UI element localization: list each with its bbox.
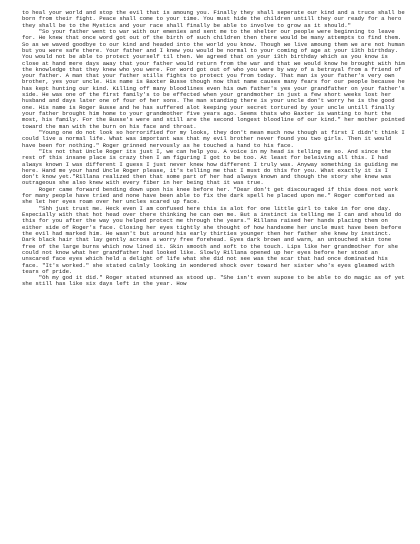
document-body [22,9,409,288]
paragraph: to heal your world and stop the evil that is amoung you. Finally they shall seperate our kind and a truce shall be born from their fight. Peace shall come to your time. You must hide the children untill they our ready for a hero they shall be to the Mystics and your race shall finally be able to involve to grow as it should." [22,9,409,29]
paragraph: "So your father went to war with our emenies and sent me to the shelter our people were beginning to leave for. He knew that once word got out of the birth of such children then there would be many attempts to find them. So as we waved goodbye to our kind and headed into the world you know. Though we live amoung them we are not human but you were safe there. Your father and I knew you would be normal to your coming of age at your 13th birthday. You would not be able to protect yourself til then. We agreed that on your 13th birthday which as you know is close at hand mere days away that your father would return from the war and that we would know he brought with him the knowledge that they knew who you were. For word got out of who you were by way of a betrayal from a friend of your father. A man that your father stills fights to protect you from today. That man is your father's very own brother, yes your uncle. His name is Baxter Busse though now that name causes many fears for our people because he has kept hunting our kind. Killing off many bloodlines even his own father's yes your grandfather on your father's side. He was one of the first family's to be effected when your grandmother in just a few short weeks lost her husband and days later one of four of her sons. The man standing there is your uncle don't worry he is the good one. His name is Roger Busse and he has suffered alot keeping your secret tortured by your uncle untill finally your father brought him home to your grandmother five years ago. Seems thats who Baxter is wanting to hurt the most, his family. For the Busse's were and still are the second longest bloodline of our kind." her mother pointed toward the man with the burn on his face and throat. [22,27,409,130]
paragraph: "Its not that Uncle Roger its just I, we can help you. A voice in my head is telling me so. And since the rest of this insane place is crazy then I am figuring I got to be too. At least for beleiving all this. I had always known I was different I guess I just never knew how different I truly was. Anyway something is guiding me here. Hand me your hand Uncle Roger please, it's telling me that I must do this for you. What exactly it is I don't know yet."Rillana realized then that some part of her had always known and though the story she knew was outrageous she also knew with every fiber in her being that it was true. [22,147,402,187]
paragraph: Roger came forward bending down upon his knee before her. "Dear don't get discouraged if this does not work for many people have tried and none have been able to fix the dark spell he placed upon me." Roger comforted as she let her eyes roam over her uncles scared up face. [22,185,402,206]
paragraph: "Oh my god it did." Roger stated stunned as stood up. "She isn't even supose to be able to do magic as of yet she still has like six days left in the year. How [22,274,409,288]
paragraph: "Shh just trust me. Heck even I am confused here this is alot for one little girl to take in for one day. Especially with that hot head over there thinking he can own me. But a instinct is telling me I can and should do this for you after the way you helped protect me through the years." Rillana raised her hands placing them on either side of Roger's face. Closing her eyes tightly she thought of how handsome her uncle must have been before the evil had marked him. He wasn't but around his early thirties younger then her father she knew by instinct. Dark black hair that lay gently across a worry free forehead. Eyes dark brown and warm, an untouched skin tone free of the large burns which now lined it. Skin smooth and soft to the touch. Lips like her grandmother for she could not know what her grandfather had looked like. Slowly Rillana opened up her eyes before her stood an unscared face eyes which held a delight of life what she did not see was the scar that had once dominated his face. "It's worked." she stated calmly looking in wondered shock over toward her sister who's eyes gleamed with tears of pride. [22,204,405,275]
paragraph: "Young one do not look so horrorified for my looks, they don't mean much now though at first I didn't think I could live a normal life. What was important was that my evil brother never found you two girls. Then it would have been for nothing." Roger grinned nervously as he touched a hand to his face. [22,128,409,149]
